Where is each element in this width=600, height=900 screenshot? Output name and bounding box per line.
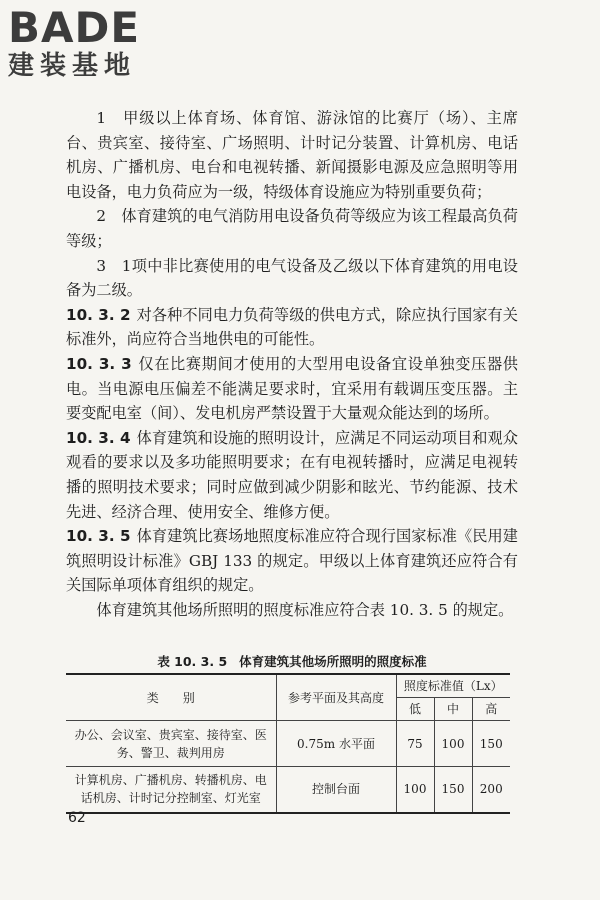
clause-number: 10. 3. 5: [66, 527, 131, 546]
paragraph-text: 体育建筑其他场所照明的照度标准应符合表 10. 3. 5 的规定。: [96, 600, 514, 619]
paragraph-text: 2 体育建筑的电气消防用电设备负荷等级应为该工程最高负荷等级；: [66, 207, 518, 250]
clause-10-3-3: [66, 352, 518, 426]
header-category: 类 别: [66, 674, 276, 721]
header-low: 低: [396, 698, 434, 721]
cell-low: 100: [396, 767, 434, 813]
cell-reference-plane: 0.75m 水平面: [276, 721, 396, 767]
clause-10-3-2: [66, 303, 518, 352]
cell-high: 150: [472, 721, 510, 767]
table-row: [66, 721, 510, 767]
clause-text: 体育建筑和设施的照明设计，应满足不同运动项目和观众观看的要求以及多功能照明要求；在有电视转播时，应满足电视转播的照明技术要求；同时应做到减少阴影和眩光、节约能源、技术先进、经济合理、使用安全、维修方便。: [66, 428, 518, 521]
paragraph: [66, 598, 518, 623]
table-row: [66, 767, 510, 813]
header-high: 高: [472, 698, 510, 721]
cell-category: 办公、会议室、贵宾室、接待室、医务、警卫、裁判用房: [66, 721, 276, 767]
header-illuminance: 照度标准值（Lx）: [396, 674, 510, 698]
clause-text: 对各种不同电力负荷等级的供电方式，除应执行国家有关标准外，尚应符合当地供电的可能性。: [66, 305, 518, 349]
cell-mid: 150: [434, 767, 472, 813]
paragraph-text: 3 1项中非比赛使用的电气设备及乙级以下体育建筑的用电设备为二级。: [66, 256, 518, 300]
page-number: 62: [68, 810, 86, 826]
cell-reference-plane: 控制台面: [276, 767, 396, 813]
table-title: 体育建筑其他场所照明的照度标准: [239, 654, 427, 669]
paragraph: [66, 204, 518, 253]
cell-category: 计算机房、广播机房、转播机房、电话机房、计时记分控制室、灯光室: [66, 767, 276, 813]
clause-10-3-4: [66, 426, 518, 524]
table-header-row: [66, 674, 510, 698]
cell-low: 75: [396, 721, 434, 767]
bade-logo: [8, 3, 183, 82]
paragraph: [66, 254, 518, 303]
cell-high: 200: [472, 767, 510, 813]
table-number: 表 10. 3. 5: [157, 654, 228, 669]
clause-10-3-5: [66, 524, 518, 598]
header-reference-plane: 参考平面及其高度: [276, 674, 396, 721]
paragraph-text: 1 甲级以上体育场、体育馆、游泳馆的比赛厅（场）、主席台、贵宾室、接待室、广场照明、计时记分装置、计算机房、电话机房、广播机房、电台和电视转播、新闻摄影电源及应急照明等用电设备，电力负荷应为一级，特级体育设施应为特别重要负荷；: [66, 109, 518, 201]
logo-wordmark: BADE: [8, 3, 141, 52]
header-mid: 中: [434, 698, 472, 721]
table-caption: [66, 652, 518, 670]
logo-subtitle: 建装基地: [8, 51, 137, 81]
illuminance-table: [66, 673, 510, 814]
paragraph: [66, 106, 518, 204]
clause-text: 仅在比赛期间才使用的大型用电设备宜设单独变压器供电。当电源电压偏差不能满足要求时，宜采用有载调压变压器。主要变配电室（间）、发电机房严禁设置于大量观众能达到的场所。: [66, 354, 518, 423]
cell-mid: 100: [434, 721, 472, 767]
clause-number: 10. 3. 2: [66, 305, 131, 324]
clause-text: 体育建筑比赛场地照度标准应符合现行国家标准《民用建筑照明设计标准》GBJ 133 的规定。甲级以上体育建筑还应符合有关国际单项体育组织的规定。: [66, 527, 518, 595]
body-text: [66, 106, 518, 622]
clause-number: 10. 3. 4: [66, 428, 131, 447]
clause-number: 10. 3. 3: [66, 354, 132, 373]
